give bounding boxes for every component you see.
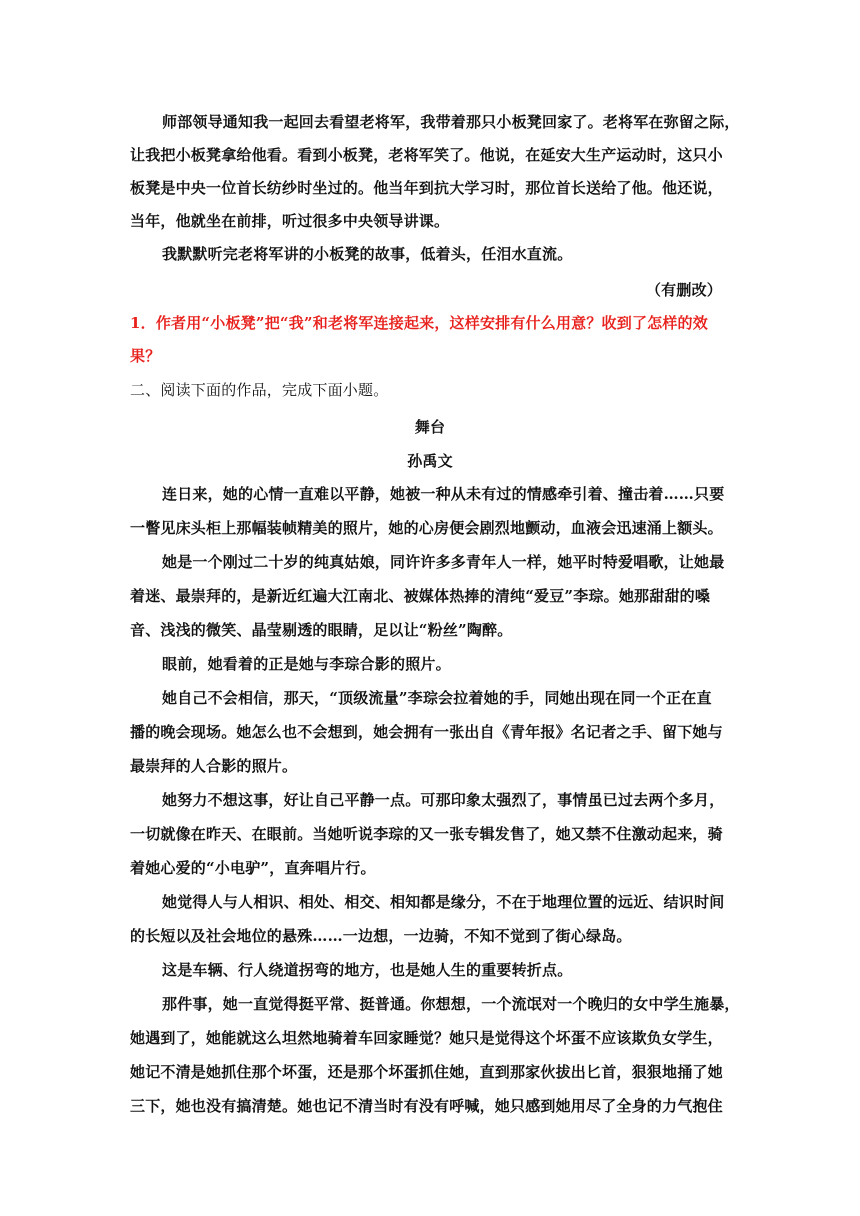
story-title: 舞台 [414,418,446,436]
story-line-12: 着她心爱的“小电驴”，直奔唱片行。 [130,859,376,877]
story-line-14: 的长短以及社会地位的悬殊……一边想，一边骑，不知不觉到了街心绿岛。 [130,927,632,945]
question-1-line-2: 果？ [130,347,161,365]
story-author: 孙禹文 [407,452,453,470]
story-line-19: 三下，她也没有搞清楚。她也记不清当时有没有呼喊，她只感到她用尽了全身的力气抱住 [130,1097,723,1115]
story-line-6: 眼前，她看着的正是她与李琮合影的照片。 [162,655,451,673]
story-line-16: 那件事，她一直觉得挺平常、挺普通。你想想，一个流氓对一个晚归的女中学生施暴， [162,995,740,1013]
passage1-line-1: 师部领导通知我一起回去看望老将军，我带着那只小板凳回家了。老将军在弥留之际， [162,113,740,131]
story-line-9: 最崇拜的人合影的照片。 [130,757,298,775]
story-line-1: 连日来，她的心情一直难以平静，她被一种从未有过的情感牵引着、撞击着……只要 [162,485,725,503]
story-line-7: 她自己不会相信，那天，“顶级流量”李琮会拉着她的手，同她出现在同一个正在直 [162,689,712,707]
story-line-11: 一切就像在昨天、在眼前。当她听说李琮的又一张专辑发售了，她又禁不住激动起来，骑 [130,825,723,843]
section-2-heading: 二、阅读下面的作品，完成下面小题。 [130,381,389,399]
story-line-13: 她觉得人与人相识、相处、相交、相知都是缘分，不在于地理位置的远近、结识时间 [162,893,725,911]
story-line-8: 播的晚会现场。她怎么也不会想到，她会拥有一张出自《青年报》名记者之手、留下她与 [130,723,723,741]
question-1-line-1: 1．作者用“小板凳”把“我”和老将军连接起来，这样安排有什么用意？收到了怎样的效 [130,314,708,332]
story-line-4: 着迷、最崇拜的，是新近红遍大江南北、被媒体热捧的清纯“爱豆”李琮。她那甜甜的嗓 [130,587,711,605]
story-line-5: 音、浅浅的微笑、晶莹剔透的眼睛，足以让“粉丝”陶醉。 [130,621,513,639]
passage1-line-4: 当年，他就坐在前排，听过很多中央领导讲课。 [130,212,450,230]
passage1-line-5: 我默默听完老将军讲的小板凳的故事，低着头，任泪水直流。 [162,245,573,263]
story-line-2: 一瞥见床头柜上那幅装帧精美的照片，她的心房便会剧烈地颤动，血液会迅速涌上额头。 [130,519,723,537]
story-line-3: 她是一个刚过二十岁的纯真姑娘，同许许多多青年人一样，她平时特爱唱歌，让她最 [162,553,725,571]
story-line-17: 她遇到了，她能就这么坦然地骑着车回家睡觉？她只是觉得这个坏蛋不应该欺负女学生， [130,1029,723,1047]
passage1-line-2: 让我把小板凳拿给他看。看到小板凳，老将军笑了。他说，在延安大生产运动时，这只小 [130,146,723,164]
passage1-line-3: 板凳是中央一位首长纺纱时坐过的。他当年到抗大学习时，那位首长送给了他。他还说， [130,179,723,197]
story-line-18: 她记不清是她抓住那个坏蛋，还是那个坏蛋抓住她，直到那家伙拔出匕首，狠狠地捅了她 [130,1063,723,1081]
story-line-10: 她努力不想这事，好让自己平静一点。可那印象太强烈了，事情虽已过去两个多月， [162,791,725,809]
story-line-15: 这是车辆、行人绕道拐弯的地方，也是她人生的重要转折点。 [162,961,573,979]
source-note: （有删改） [645,281,722,299]
